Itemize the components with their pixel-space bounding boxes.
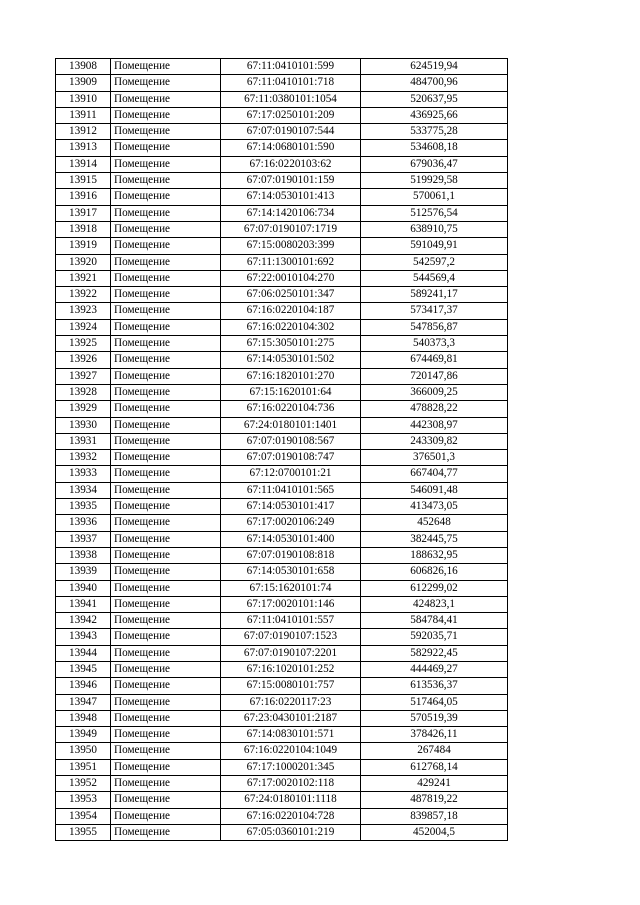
object-type-cell: Помещение	[111, 270, 221, 286]
table-row	[56, 401, 508, 417]
row-number-cell: 13947	[56, 694, 111, 710]
value-cell: 606826,16	[361, 564, 508, 580]
row-number-cell: 13949	[56, 727, 111, 743]
cadastral-number-cell: 67:14:0530101:413	[221, 189, 361, 205]
object-type-cell: Помещение	[111, 254, 221, 270]
value-cell: 533775,28	[361, 124, 508, 140]
table-row	[56, 661, 508, 677]
object-type-cell: Помещение	[111, 466, 221, 482]
cadastral-number-cell: 67:11:0410101:557	[221, 613, 361, 629]
object-type-cell: Помещение	[111, 450, 221, 466]
table-row	[56, 678, 508, 694]
cadastral-number-cell: 67:16:0220117:23	[221, 694, 361, 710]
object-type-cell: Помещение	[111, 433, 221, 449]
cadastral-number-cell: 67:16:1820101:270	[221, 368, 361, 384]
value-cell: 452004,5	[361, 824, 508, 840]
table-row	[56, 466, 508, 482]
cadastral-number-cell: 67:16:0220104:187	[221, 303, 361, 319]
object-type-cell: Помещение	[111, 124, 221, 140]
row-number-cell: 13923	[56, 303, 111, 319]
cadastral-number-cell: 67:15:0080101:757	[221, 678, 361, 694]
table-row	[56, 727, 508, 743]
row-number-cell: 13934	[56, 482, 111, 498]
object-type-cell: Помещение	[111, 743, 221, 759]
cadastral-number-cell: 67:14:0530101:502	[221, 352, 361, 368]
object-type-cell: Помещение	[111, 531, 221, 547]
table-row	[56, 254, 508, 270]
cadastral-number-cell: 67:11:0410101:718	[221, 75, 361, 91]
object-type-cell: Помещение	[111, 401, 221, 417]
row-number-cell: 13952	[56, 776, 111, 792]
value-cell: 487819,22	[361, 792, 508, 808]
object-type-cell: Помещение	[111, 759, 221, 775]
property-table-body	[56, 59, 508, 841]
table-row	[56, 124, 508, 140]
cadastral-number-cell: 67:11:0410101:565	[221, 482, 361, 498]
value-cell: 444469,27	[361, 661, 508, 677]
value-cell: 520637,95	[361, 91, 508, 107]
cadastral-number-cell: 67:17:0020102:118	[221, 776, 361, 792]
object-type-cell: Помещение	[111, 59, 221, 75]
object-type-cell: Помещение	[111, 661, 221, 677]
table-row	[56, 710, 508, 726]
row-number-cell: 13910	[56, 91, 111, 107]
row-number-cell: 13945	[56, 661, 111, 677]
property-table	[55, 58, 508, 841]
value-cell: 429241	[361, 776, 508, 792]
object-type-cell: Помещение	[111, 515, 221, 531]
value-cell: 243309,82	[361, 433, 508, 449]
row-number-cell: 13938	[56, 547, 111, 563]
row-number-cell: 13912	[56, 124, 111, 140]
table-row	[56, 694, 508, 710]
value-cell: 267484	[361, 743, 508, 759]
table-row	[56, 140, 508, 156]
row-number-cell: 13925	[56, 336, 111, 352]
object-type-cell: Помещение	[111, 352, 221, 368]
value-cell: 547856,87	[361, 319, 508, 335]
cadastral-number-cell: 67:16:0220104:1049	[221, 743, 361, 759]
value-cell: 613536,37	[361, 678, 508, 694]
table-row	[56, 336, 508, 352]
cadastral-number-cell: 67:07:0190107:1523	[221, 629, 361, 645]
cadastral-number-cell: 67:17:0020101:146	[221, 596, 361, 612]
cadastral-number-cell: 67:07:0190107:2201	[221, 645, 361, 661]
table-row	[56, 156, 508, 172]
object-type-cell: Помещение	[111, 205, 221, 221]
row-number-cell: 13916	[56, 189, 111, 205]
row-number-cell: 13913	[56, 140, 111, 156]
row-number-cell: 13955	[56, 824, 111, 840]
table-row	[56, 759, 508, 775]
row-number-cell: 13909	[56, 75, 111, 91]
value-cell: 612768,14	[361, 759, 508, 775]
cadastral-number-cell: 67:15:0080203:399	[221, 238, 361, 254]
object-type-cell: Помещение	[111, 564, 221, 580]
value-cell: 667404,77	[361, 466, 508, 482]
value-cell: 484700,96	[361, 75, 508, 91]
row-number-cell: 13918	[56, 221, 111, 237]
row-number-cell: 13911	[56, 107, 111, 123]
value-cell: 720147,86	[361, 368, 508, 384]
cadastral-number-cell: 67:14:0530101:417	[221, 499, 361, 515]
row-number-cell: 13915	[56, 173, 111, 189]
value-cell: 442308,97	[361, 417, 508, 433]
row-number-cell: 13922	[56, 287, 111, 303]
cadastral-number-cell: 67:17:0250101:209	[221, 107, 361, 123]
object-type-cell: Помещение	[111, 727, 221, 743]
table-row	[56, 173, 508, 189]
object-type-cell: Помещение	[111, 287, 221, 303]
object-type-cell: Помещение	[111, 710, 221, 726]
row-number-cell: 13924	[56, 319, 111, 335]
row-number-cell: 13935	[56, 499, 111, 515]
cadastral-number-cell: 67:11:0410101:599	[221, 59, 361, 75]
value-cell: 592035,71	[361, 629, 508, 645]
value-cell: 436925,66	[361, 107, 508, 123]
object-type-cell: Помещение	[111, 140, 221, 156]
table-row	[56, 205, 508, 221]
object-type-cell: Помещение	[111, 221, 221, 237]
table-row	[56, 319, 508, 335]
row-number-cell: 13948	[56, 710, 111, 726]
value-cell: 517464,05	[361, 694, 508, 710]
row-number-cell: 13920	[56, 254, 111, 270]
table-row	[56, 515, 508, 531]
row-number-cell: 13936	[56, 515, 111, 531]
object-type-cell: Помещение	[111, 303, 221, 319]
object-type-cell: Помещение	[111, 482, 221, 498]
table-row	[56, 564, 508, 580]
object-type-cell: Помещение	[111, 336, 221, 352]
cadastral-number-cell: 67:17:0020106:249	[221, 515, 361, 531]
row-number-cell: 13931	[56, 433, 111, 449]
table-row	[56, 824, 508, 840]
object-type-cell: Помещение	[111, 499, 221, 515]
object-type-cell: Помещение	[111, 319, 221, 335]
cadastral-number-cell: 67:16:1020101:252	[221, 661, 361, 677]
object-type-cell: Помещение	[111, 694, 221, 710]
value-cell: 366009,25	[361, 384, 508, 400]
cadastral-number-cell: 67:14:0530101:658	[221, 564, 361, 580]
table-row	[56, 270, 508, 286]
row-number-cell: 13919	[56, 238, 111, 254]
object-type-cell: Помещение	[111, 368, 221, 384]
value-cell: 624519,94	[361, 59, 508, 75]
table-row	[56, 596, 508, 612]
object-type-cell: Помещение	[111, 75, 221, 91]
value-cell: 413473,05	[361, 499, 508, 515]
cadastral-number-cell: 67:14:0830101:571	[221, 727, 361, 743]
table-row	[56, 417, 508, 433]
cadastral-number-cell: 67:11:0380101:1054	[221, 91, 361, 107]
object-type-cell: Помещение	[111, 776, 221, 792]
cadastral-number-cell: 67:23:0430101:2187	[221, 710, 361, 726]
table-row	[56, 352, 508, 368]
table-row	[56, 384, 508, 400]
cadastral-number-cell: 67:17:1000201:345	[221, 759, 361, 775]
table-row	[56, 59, 508, 75]
table-row	[56, 303, 508, 319]
row-number-cell: 13944	[56, 645, 111, 661]
value-cell: 582922,45	[361, 645, 508, 661]
cadastral-number-cell: 67:16:0220104:736	[221, 401, 361, 417]
table-row	[56, 450, 508, 466]
value-cell: 570519,39	[361, 710, 508, 726]
row-number-cell: 13928	[56, 384, 111, 400]
table-row	[56, 580, 508, 596]
row-number-cell: 13953	[56, 792, 111, 808]
cadastral-number-cell: 67:15:3050101:275	[221, 336, 361, 352]
table-row	[56, 645, 508, 661]
object-type-cell: Помещение	[111, 792, 221, 808]
row-number-cell: 13927	[56, 368, 111, 384]
value-cell: 573417,37	[361, 303, 508, 319]
value-cell: 512576,54	[361, 205, 508, 221]
object-type-cell: Помещение	[111, 678, 221, 694]
object-type-cell: Помещение	[111, 808, 221, 824]
cadastral-number-cell: 67:05:0360101:219	[221, 824, 361, 840]
row-number-cell: 13933	[56, 466, 111, 482]
cadastral-number-cell: 67:07:0190108:818	[221, 547, 361, 563]
table-row	[56, 91, 508, 107]
value-cell: 378426,11	[361, 727, 508, 743]
row-number-cell: 13942	[56, 613, 111, 629]
value-cell: 570061,1	[361, 189, 508, 205]
object-type-cell: Помещение	[111, 156, 221, 172]
cadastral-number-cell: 67:14:0530101:400	[221, 531, 361, 547]
cadastral-number-cell: 67:16:0220104:302	[221, 319, 361, 335]
row-number-cell: 13954	[56, 808, 111, 824]
table-row	[56, 75, 508, 91]
row-number-cell: 13951	[56, 759, 111, 775]
object-type-cell: Помещение	[111, 580, 221, 596]
object-type-cell: Помещение	[111, 613, 221, 629]
object-type-cell: Помещение	[111, 824, 221, 840]
value-cell: 591049,91	[361, 238, 508, 254]
value-cell: 188632,95	[361, 547, 508, 563]
row-number-cell: 13917	[56, 205, 111, 221]
value-cell: 589241,17	[361, 287, 508, 303]
table-row	[56, 482, 508, 498]
table-row	[56, 238, 508, 254]
value-cell: 839857,18	[361, 808, 508, 824]
cadastral-number-cell: 67:15:1620101:64	[221, 384, 361, 400]
cadastral-number-cell: 67:12:0700101:21	[221, 466, 361, 482]
cadastral-number-cell: 67:07:0190108:567	[221, 433, 361, 449]
value-cell: 540373,3	[361, 336, 508, 352]
value-cell: 546091,48	[361, 482, 508, 498]
cadastral-number-cell: 67:07:0190101:159	[221, 173, 361, 189]
row-number-cell: 13943	[56, 629, 111, 645]
object-type-cell: Помещение	[111, 189, 221, 205]
value-cell: 674469,81	[361, 352, 508, 368]
row-number-cell: 13926	[56, 352, 111, 368]
value-cell: 452648	[361, 515, 508, 531]
value-cell: 424823,1	[361, 596, 508, 612]
table-row	[56, 531, 508, 547]
object-type-cell: Помещение	[111, 107, 221, 123]
cadastral-number-cell: 67:14:1420106:734	[221, 205, 361, 221]
table-row	[56, 107, 508, 123]
object-type-cell: Помещение	[111, 91, 221, 107]
table-row	[56, 189, 508, 205]
table-row	[56, 808, 508, 824]
value-cell: 382445,75	[361, 531, 508, 547]
table-row	[56, 499, 508, 515]
object-type-cell: Помещение	[111, 173, 221, 189]
value-cell: 544569,4	[361, 270, 508, 286]
table-row	[56, 287, 508, 303]
cadastral-number-cell: 67:22:0010104:270	[221, 270, 361, 286]
row-number-cell: 13930	[56, 417, 111, 433]
cadastral-number-cell: 67:15:1620101:74	[221, 580, 361, 596]
object-type-cell: Помещение	[111, 629, 221, 645]
table-row	[56, 433, 508, 449]
cadastral-number-cell: 67:11:1300101:692	[221, 254, 361, 270]
value-cell: 542597,2	[361, 254, 508, 270]
value-cell: 376501,3	[361, 450, 508, 466]
value-cell: 519929,58	[361, 173, 508, 189]
cadastral-number-cell: 67:14:0680101:590	[221, 140, 361, 156]
table-row	[56, 547, 508, 563]
row-number-cell: 13921	[56, 270, 111, 286]
cadastral-number-cell: 67:24:0180101:1118	[221, 792, 361, 808]
object-type-cell: Помещение	[111, 596, 221, 612]
row-number-cell: 13939	[56, 564, 111, 580]
row-number-cell: 13908	[56, 59, 111, 75]
value-cell: 679036,47	[361, 156, 508, 172]
table-row	[56, 613, 508, 629]
row-number-cell: 13940	[56, 580, 111, 596]
object-type-cell: Помещение	[111, 417, 221, 433]
row-number-cell: 13941	[56, 596, 111, 612]
row-number-cell: 13929	[56, 401, 111, 417]
table-row	[56, 776, 508, 792]
table-row	[56, 743, 508, 759]
table-row	[56, 629, 508, 645]
row-number-cell: 13937	[56, 531, 111, 547]
cadastral-number-cell: 67:16:0220103:62	[221, 156, 361, 172]
value-cell: 534608,18	[361, 140, 508, 156]
value-cell: 584784,41	[361, 613, 508, 629]
table-row	[56, 368, 508, 384]
cadastral-number-cell: 67:07:0190107:1719	[221, 221, 361, 237]
value-cell: 478828,22	[361, 401, 508, 417]
cadastral-number-cell: 67:07:0190107:544	[221, 124, 361, 140]
value-cell: 612299,02	[361, 580, 508, 596]
cadastral-number-cell: 67:16:0220104:728	[221, 808, 361, 824]
object-type-cell: Помещение	[111, 238, 221, 254]
row-number-cell: 13932	[56, 450, 111, 466]
cadastral-number-cell: 67:24:0180101:1401	[221, 417, 361, 433]
cadastral-number-cell: 67:07:0190108:747	[221, 450, 361, 466]
object-type-cell: Помещение	[111, 645, 221, 661]
row-number-cell: 13946	[56, 678, 111, 694]
cadastral-number-cell: 67:06:0250101:347	[221, 287, 361, 303]
table-row	[56, 221, 508, 237]
row-number-cell: 13914	[56, 156, 111, 172]
object-type-cell: Помещение	[111, 547, 221, 563]
row-number-cell: 13950	[56, 743, 111, 759]
value-cell: 638910,75	[361, 221, 508, 237]
table-row	[56, 792, 508, 808]
object-type-cell: Помещение	[111, 384, 221, 400]
